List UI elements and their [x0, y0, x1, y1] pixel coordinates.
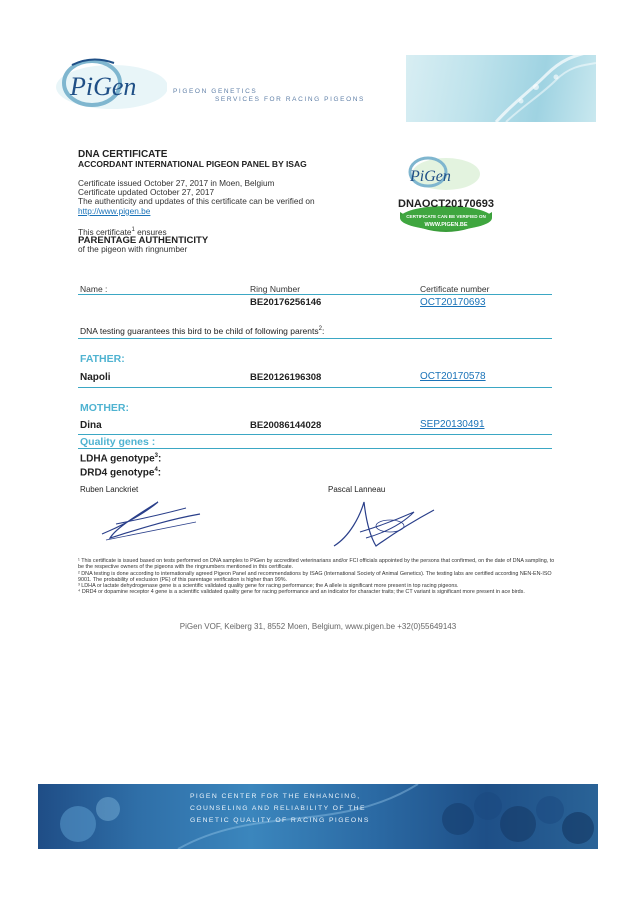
updated-date: Certificate updated October 27, 2017 — [78, 187, 215, 197]
mother-label: MOTHER: — [80, 402, 129, 414]
issued-date: Certificate issued October 27, 2017 in Moen, Belgium — [78, 178, 275, 188]
ensures-pre: This certificate — [78, 226, 132, 237]
badge-code: DNAOCT20170693 — [398, 198, 494, 210]
banner-line-3: GENETIC QUALITY OF RACING PIGEONS — [190, 817, 370, 824]
drd4-footnote-ref: 4 — [154, 467, 158, 473]
signature-2 — [330, 496, 440, 552]
divider — [78, 338, 552, 339]
ldha-footnote-ref: 3 — [154, 453, 158, 459]
ldha-label: LDHA genotype — [80, 453, 155, 465]
ring-number-value: BE20176256146 — [250, 297, 322, 308]
footnote-2: ² DNA testing is done according to internationally agreed Pigeon Panel and recommendations by ISAG (International Society of Animal Genetics). The testing labs are certified according NEN-EN-ISO 9001. The probability of exclusion (PE) of this parentage verification is higher than 99%. — [78, 570, 552, 583]
pigen-logo — [52, 55, 167, 115]
father-ring-number: BE20126196308 — [250, 372, 322, 383]
footnote-1: ¹ This certificate is issued based on tests performed on DNA samples to PiGen by accredited veterinarians and/or FCI officials appointed by the persons that confirmed, on the date of DNA sampling, to be the respective owners of the pigeons with the ringnumbers mentioned in this certificate. — [78, 558, 555, 571]
guarantee-main: DNA testing guarantees this bird to be child of following parents — [80, 326, 319, 336]
website-link[interactable]: http://www.pigen.be — [78, 206, 151, 216]
divider — [78, 294, 552, 295]
drd4-colon: : — [157, 467, 162, 479]
signer-2-name: Pascal Lanneau — [328, 485, 386, 494]
footnote-4: ⁴ DRD4 or dopamine receptor 4 gene is a scientific validated quality gene for racing performance and an indicator for character traits; the CT variant is significant more present in ace birds. — [78, 589, 525, 596]
guarantee-footnote-ref: 2 — [318, 326, 322, 333]
logo-text: PiGen — [70, 72, 137, 101]
ldha-colon: : — [157, 453, 162, 465]
ensures-footnote-ref: 1 — [131, 227, 135, 233]
ensures-post: ensures — [134, 226, 167, 237]
company-address: PiGen VOF, Keiberg 31, 8552 Moen, Belgium, www.pigen.be +32(0)55649143 — [179, 622, 457, 631]
father-certificate-link[interactable]: OCT20170578 — [420, 371, 486, 382]
badge-logo-text: PiGen — [410, 168, 451, 185]
signer-1-name: Ruben Lanckriet — [80, 485, 139, 494]
ring-note: of the pigeon with ringnumber — [78, 244, 188, 254]
certificate-title: DNA CERTIFICATE — [78, 149, 168, 160]
tagline-2: SERVICES FOR RACING PIGEONS — [215, 96, 365, 103]
name-label: Name : — [80, 284, 108, 294]
father-label: FATHER: — [80, 353, 125, 365]
signature-1 — [96, 494, 206, 544]
ring-number-label: Ring Number — [250, 284, 301, 294]
guarantee-colon: : — [321, 326, 325, 336]
badge-url: WWW.PIGEN.BE — [424, 222, 468, 228]
divider — [78, 434, 552, 435]
footnotes — [78, 558, 558, 596]
dna-helix-image — [406, 55, 596, 122]
divider — [78, 448, 552, 449]
certificate-subtitle: ACCORDANT INTERNATIONAL PIGEON PANEL BY ISAG — [78, 159, 307, 169]
father-name: Napoli — [80, 372, 111, 383]
divider — [78, 387, 552, 388]
ldha-genotype — [80, 453, 161, 464]
mother-ring-number: BE20086144028 — [250, 420, 322, 431]
verify-text: The authenticity and updates of this certificate can be verified on — [78, 196, 315, 206]
certificate-number-link[interactable]: OCT20170693 — [420, 297, 486, 308]
tagline-1: PIGEON GENETICS — [173, 88, 258, 95]
mother-name: Dina — [80, 420, 102, 431]
mother-certificate-link[interactable]: SEP20130491 — [420, 419, 485, 430]
footnote-3: ³ LDHA or lactate dehydrogenase gene is a scientific validated quality gene for racing performance; the A allele is significant more present in top racing pigeons. — [78, 583, 459, 590]
parentage-authenticity: PARENTAGE AUTHENTICITY — [78, 235, 209, 246]
quality-genes-label: Quality genes : — [80, 436, 156, 448]
banner-line-2: COUNSELING AND RELIABILITY OF THE — [190, 805, 366, 812]
certificate-number-label: Certificate number — [420, 284, 490, 294]
drd4-genotype — [80, 467, 161, 478]
banner-line-1: PIGEN CENTER FOR THE ENHANCING, — [190, 793, 361, 800]
badge-verified-text: CERTIFICATE CAN BE VERIFIED ON — [406, 214, 486, 219]
guarantee-text — [80, 326, 324, 336]
dna-helix-icon — [406, 55, 596, 122]
drd4-label: DRD4 genotype — [80, 467, 155, 479]
